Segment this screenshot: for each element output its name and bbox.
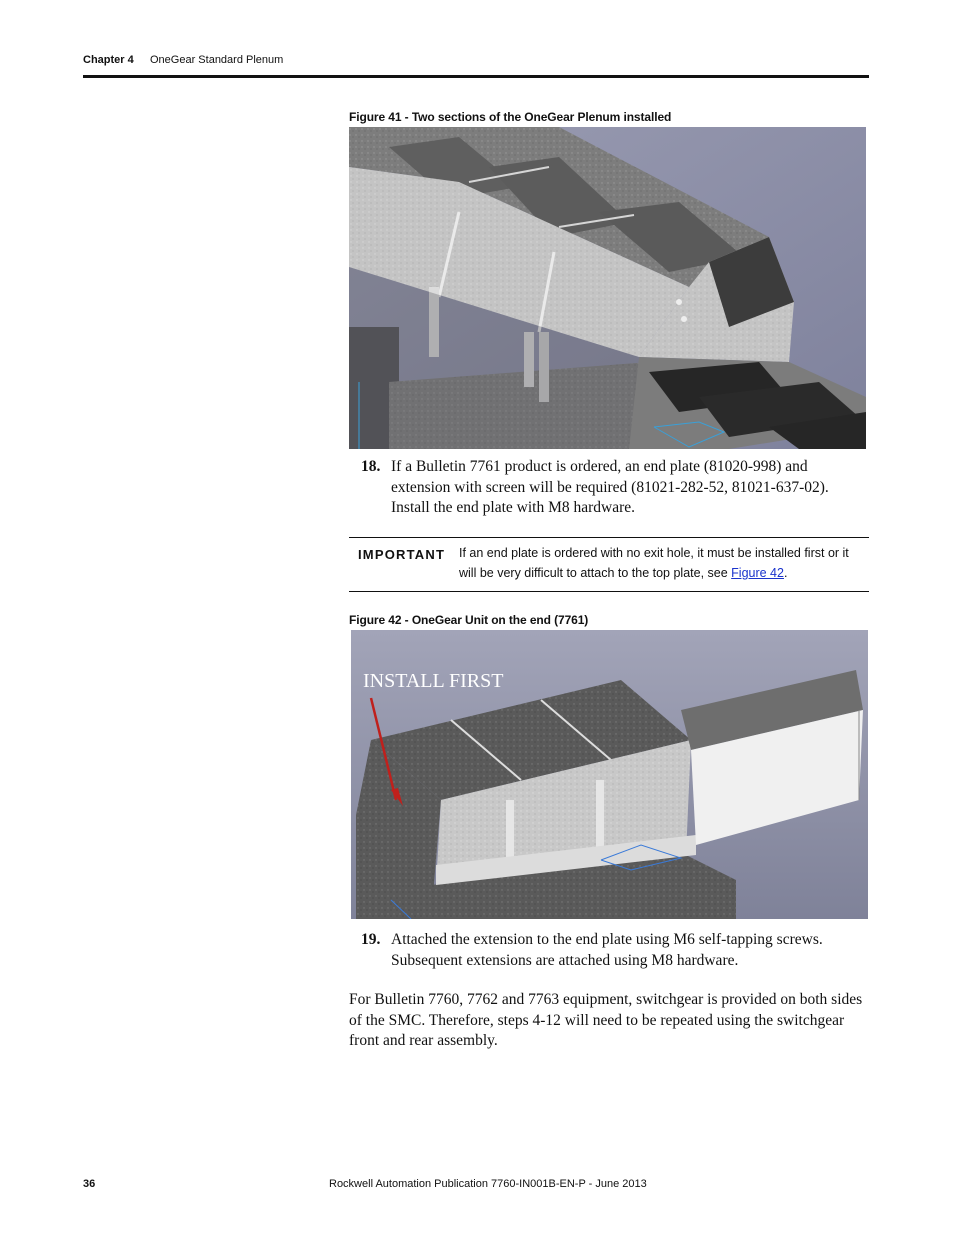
figure-42-link[interactable]: Figure 42 — [731, 566, 784, 580]
step-18-text: If a Bulletin 7761 product is ordered, an end plate (81020-998) and extension with screen will be required (81021-282-52, 81021-637-02). Install the end plate with M8 hardware. — [391, 458, 829, 516]
body-paragraph: For Bulletin 7760, 7762 and 7763 equipment, switchgear is provided on both sides of the SMC. Therefore, steps 4-12 will need to be repeated using the switchgear front and rear assembly. — [349, 991, 863, 1049]
chapter-label: Chapter 4 — [83, 54, 134, 66]
step-18-number: 18. — [361, 458, 381, 475]
step-19-text: Attached the extension to the end plate using M6 self-tapping screws. Subsequent extensions are attached using M8 hardware. — [391, 931, 823, 969]
step-19 — [349, 930, 869, 974]
step-19-number: 19. — [361, 931, 381, 948]
important-end: . — [783, 566, 788, 580]
header-rule — [83, 75, 869, 78]
important-text — [459, 543, 869, 583]
important-body: If an end plate is ordered with no exit hole, it must be installed first or it will be very difficult to attach to the top plate, see — [459, 546, 849, 580]
important-top-rule — [349, 537, 869, 538]
install-first-label: INSTALL FIRST — [363, 670, 504, 692]
important-label: IMPORTANT — [358, 547, 446, 562]
figure-42-image — [351, 630, 868, 919]
publication-info: Rockwell Automation Publication 7760-IN001B-EN-P - June 2013 — [329, 1178, 647, 1190]
chapter-title: OneGear Standard Plenum — [150, 54, 284, 66]
page-number: 36 — [83, 1178, 96, 1190]
figure-42-caption: Figure 42 - OneGear Unit on the end (7761) — [349, 613, 589, 627]
step-18 — [349, 457, 869, 521]
figure-41-caption: Figure 41 - Two sections of the OneGear Plenum installed — [349, 110, 672, 124]
figure-41-image — [349, 127, 866, 449]
important-bottom-rule — [349, 591, 869, 592]
